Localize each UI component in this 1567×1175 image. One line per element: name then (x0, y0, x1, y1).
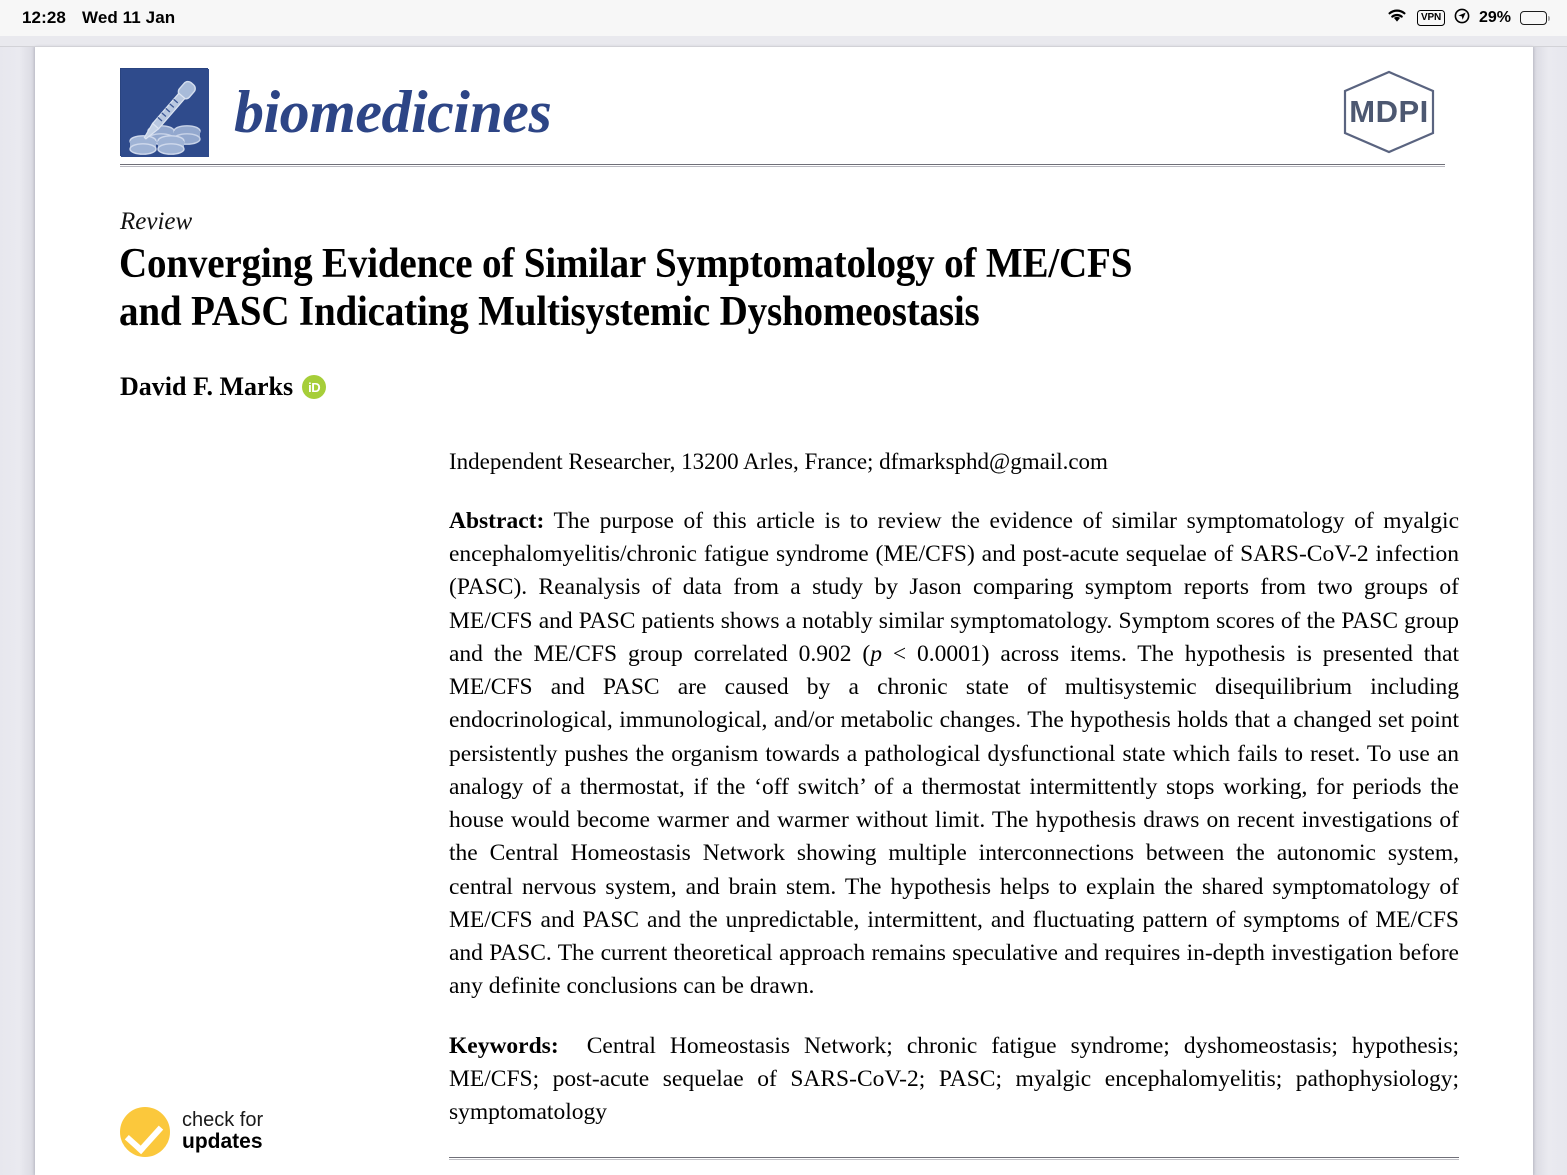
crossmark-check-for-updates[interactable] (120, 1107, 263, 1157)
author-row (120, 372, 326, 402)
abstract-label: Abstract: (449, 507, 545, 534)
status-date: Wed 11 Jan (81, 8, 176, 27)
article-body-column (449, 447, 1459, 1155)
status-time: 12:28 (22, 8, 66, 27)
crossmark-line-1: check for (182, 1109, 264, 1132)
pdf-page[interactable] (35, 47, 1533, 1175)
crossmark-line-2: updates (182, 1130, 263, 1154)
keywords-list: Central Homeostasis Network; chronic fatigue syndrome; dyshomeostasis; hypothesis; ME/CFS; post-acute sequelae of SARS-CoV-2; PASC; myalgic encephalomyelitis; pathophysiology; symptomatology (449, 1032, 1459, 1126)
check-circle-icon (120, 1107, 170, 1157)
page-gutter-left (0, 47, 35, 1175)
footer-divider (449, 1157, 1459, 1160)
page-gutter-right (1533, 47, 1567, 1175)
crossmark-label (182, 1110, 263, 1153)
abstract-p-value-italic: p (870, 640, 882, 667)
author-name: David F. Marks (120, 372, 294, 401)
orcid-id-icon[interactable]: iD (302, 375, 326, 399)
mdpi-wordmark: MDPI (1349, 94, 1429, 129)
mdpi-hexagon-logo[interactable] (1333, 67, 1445, 157)
ios-status-bar (0, 0, 1567, 36)
header-divider (120, 164, 1445, 167)
journal-title: biomedicines (234, 79, 552, 145)
title-line-1: Converging Evidence of Similar Symptomatology of ME/CFS (119, 241, 1133, 287)
keywords-label: Keywords: (449, 1032, 559, 1059)
affiliation-line: Independent Researcher, 13200 Arles, France; dfmarksphd@gmail.com (449, 449, 1108, 474)
status-bar-left (0, 8, 175, 28)
abstract-text-part1: The purpose of this article is to review the evidence of similar symptomatology of myalgic encephalomyelitis/chronic fatigue syndrome (ME/CFS) and post-acute sequelae of SARS-CoV-2 infection (PASC). Reanalysis of data from a study by Jason comparing symptom reports from two groups of ME/CFS and PASC patients shows a notably similar symptomatology. Symptom scores of the PASC group and the ME/CFS group correlated 0.902 ( (449, 507, 1460, 667)
abstract-text-part2: < 0.0001) across items. The hypothesis is presented that ME/CFS and PASC are caused by a chronic state of multisystemic disequilibrium including endocrinological, immunological, and/or metabolic changes. The hypothesis holds that a changed set point persistently pushes the organism towards a pathological dysfunctional state which fails to reset. To use an analogy of a thermostat, if the ‘off switch’ of a thermostat intermittently stops working, for periods the house would become warmer and warmer without limit. The hypothesis draws on recent investigations of the Central Homeostasis Network showing multiple interconnections between the autonomic system, central nervous system, and brain stem. The hypothesis helps to explain the shared symptomatology of ME/CFS and PASC and the unpredictable, intermittent, and fluctuating pattern of symptoms of ME/CFS and PASC. The current theoretical approach remains speculative and requires in-depth investigation before any definite conclusions can be drawn. (449, 640, 1459, 1000)
article-type-label: Review (120, 208, 193, 235)
status-bar-right (1386, 0, 1547, 36)
abstract-paragraph (449, 505, 1459, 1004)
title-line-2: and PASC Indicating Multisystemic Dyshomeostasis (119, 288, 980, 335)
chrome-bottom-divider (0, 46, 1567, 47)
journal-header (120, 57, 1445, 167)
biomedicines-pipette-logo (120, 68, 208, 156)
wifi-icon (1386, 7, 1408, 29)
vpn-badge: VPN (1417, 10, 1445, 27)
battery-percent: 29% (1478, 9, 1511, 26)
battery-icon (1520, 11, 1547, 25)
keywords-paragraph (449, 1030, 1459, 1130)
location-arrow-icon (1454, 8, 1470, 29)
page-title (119, 241, 1328, 337)
